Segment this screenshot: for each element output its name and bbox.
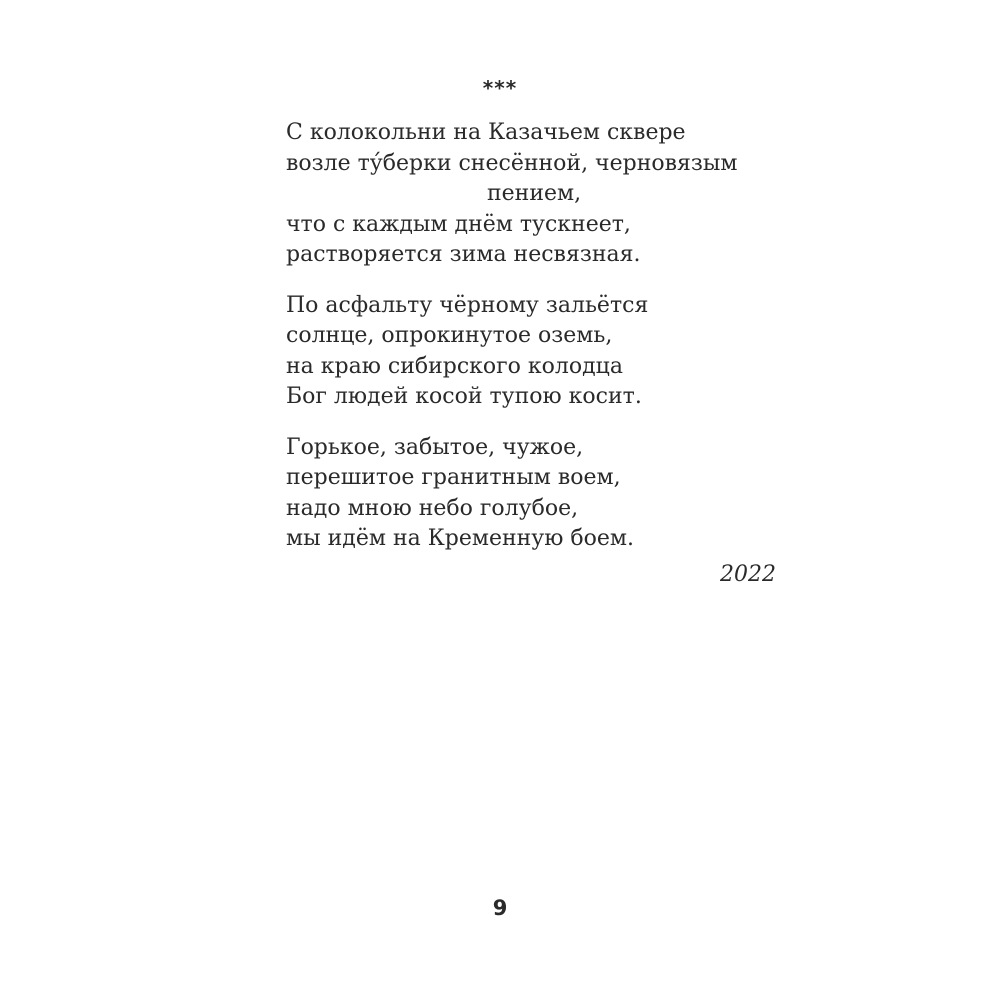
poem-line-continuation: пением, [487,181,582,206]
poem-line: что с каждым днём тускнеет, [286,211,631,237]
poem-line: солнце, опрокинутое оземь, [286,323,613,348]
poem-line: возле ту́берки снесённой, черновязым [286,150,738,176]
poem-line: С колокольни на Казачьем сквере [286,120,686,145]
poem-line: растворяется зима несвязная. [286,242,641,267]
stanza-1 [286,118,786,271]
poem-year: 2022 [720,562,776,587]
stanza-2 [286,291,786,413]
stanza-3 [286,433,786,555]
poem-line: на краю сибирского колодца [286,353,623,379]
poem-line: перешитое гранитным воем, [286,465,621,490]
poem-heading: *** [482,76,518,100]
poem-line: мы идём на Кременную боем. [286,526,635,551]
poem-line: По асфальту чёрному зальётся [286,292,649,318]
poem-line: Горькое, забытое, чужое, [286,434,584,460]
page-number: 9 [492,896,508,920]
poem-line: надо мною небо голубое, [286,495,579,521]
poem-line: Бог людей косой тупою косит. [286,384,642,409]
poem-body [286,118,786,575]
